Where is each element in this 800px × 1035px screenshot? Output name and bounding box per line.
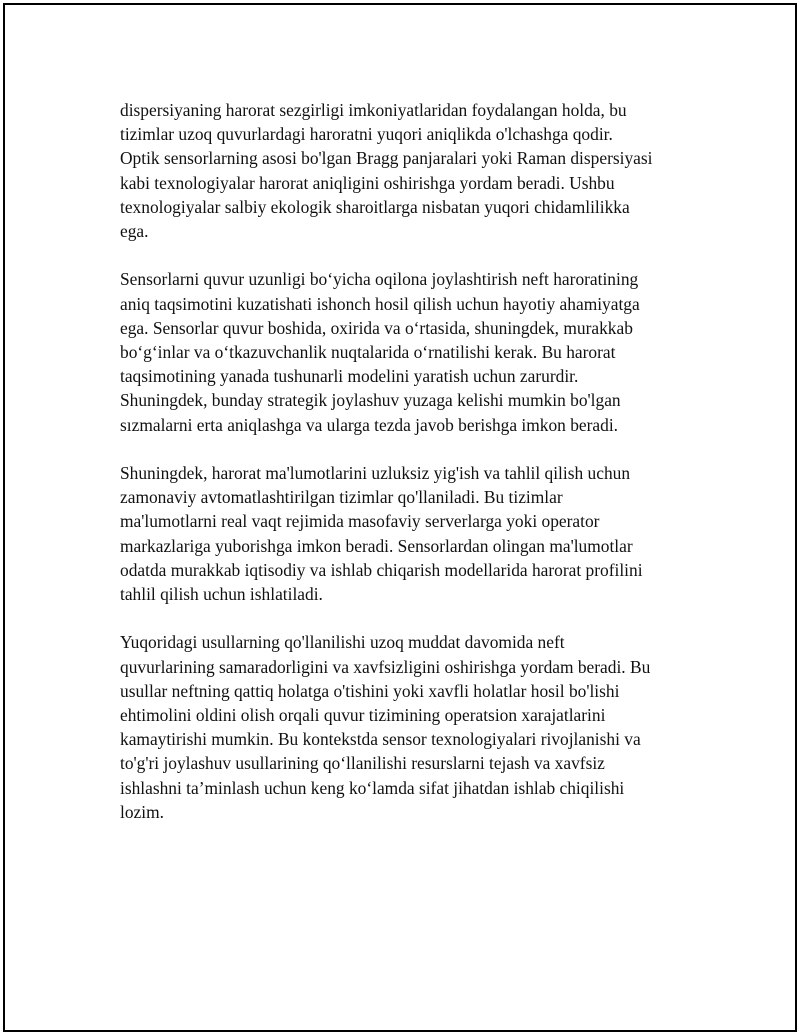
paragraph: Yuqoridagi usullarning qo'llanilishi uzoq muddat davomida neft quvurlarining samaradorligini va xavfsizligini oshirishga yordam beradi. Bu usullar neftning qattiq holatga o'tishini yoki xavfli holatlar hosil bo'lishi ehtimolini oldini olish orqali quvur tizimining operatsion xarajatlarini kamaytirishi mumkin. Bu kontekstda sensor texnologiyalari rivojlanishi va to'g'ri joylashuv usullarining qo‘llanilishi resurslarni tejash va xavfsiz ishlashni ta’minlash uchun keng ko‘lamda sifat jihatdan ishlab chiqilishi lozim. [120,632,651,822]
page-frame [3,3,797,1032]
paragraph: Shuningdek, harorat ma'lumotlarini uzluksiz yig'ish va tahlil qilish uchun zamonaviy avtomatlashtirilgan tizimlar qo'llaniladi. Bu tizimlar ma'lumotlarni real vaqt rejimida masofaviy serverlarga yoki operator markazlariga yuborishga imkon beradi. Sensorlardan olingan ma'lumotlar odatda murakkab iqtisodiy va ishlab chiqarish modellarida harorat profilini tahlil qilish uchun ishlatiladi. [120,463,643,605]
document-body [120,98,680,848]
paragraph: Sensorlarni quvur uzunligi bo‘yicha oqilona joylashtirish neft haroratining aniq taqsimotini kuzatishati ishonch hosil qilish uchun hayotiy ahamiyatga ega. Sensorlar quvur boshida, oxirida va o‘rtasida, shuningdek, murakkab bo‘g‘inlar va o‘tkazuvchanlik nuqtalarida o‘rnatilishi kerak. Bu harorat taqsimotining yanada tushunarli modelini yaratish uchun zarurdir. Shuningdek, bunday strategik joylashuv yuzaga kelishi mumkin bo'lgan sızmalarni erta aniqlashga va ularga tezda javob berishga imkon beradi. [120,269,640,435]
paragraph: dispersiyaning harorat sezgirligi imkoniyatlaridan foydalangan holda, bu tizimlar uzoq quvurlardagi haroratni yuqori aniqlikda o'lchashga qodir. Optik sensorlarning asosi bo'lgan Bragg panjaralari yoki Raman dispersiyasi kabi texnologiyalar harorat aniqligini oshirishga yordam beradi. Ushbu texnologiyalar salbiy ekologik sharoitlarga nisbatan yuqori chidamlilikka ega. [120,100,653,242]
